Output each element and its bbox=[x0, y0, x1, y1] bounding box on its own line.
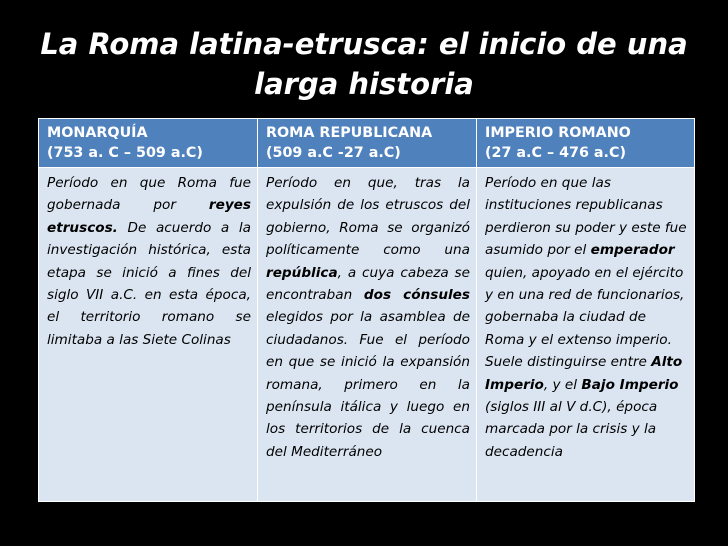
slide-title: La Roma latina-etrusca: el inicio de una larga historia bbox=[40, 27, 688, 101]
description-text: quien, apoyado en el ejército y en una red de funcionarios, gobernaba la ciudad de Roma y el extenso imperio. Suele distinguirse entre bbox=[485, 264, 685, 371]
header-cell-monarquia bbox=[39, 119, 258, 168]
description-text: Período en que las instituciones republicanas perdieron su poder y este fue asumido por el bbox=[485, 175, 687, 259]
description-text: Período en que, tras la expulsión de los etruscos del gobierno, Roma se organizó políticamente como una bbox=[266, 175, 470, 259]
period-dates: (27 a.C – 476 a.C) bbox=[485, 145, 627, 161]
period-dates: (509 a.C -27 a.C) bbox=[266, 145, 401, 161]
description-highlight: reyes etruscos. bbox=[47, 197, 251, 236]
period-dates: (753 a. C – 509 a.C) bbox=[47, 145, 203, 161]
description-cell-imperio bbox=[477, 168, 695, 502]
description-text: Período en que Roma fue gobernada por bbox=[47, 175, 251, 214]
period-name: IMPERIO ROMANO bbox=[485, 125, 631, 141]
description-highlight: Bajo Imperio bbox=[581, 376, 679, 393]
table-header-row bbox=[39, 119, 695, 168]
description-highlight: república bbox=[266, 264, 338, 281]
description-highlight: Alto Imperio bbox=[485, 354, 683, 393]
period-name: MONARQUÍA bbox=[47, 125, 148, 141]
header-cell-imperio bbox=[477, 119, 695, 168]
description-text: , a cuya cabeza se encontraban bbox=[266, 264, 470, 304]
description-highlight: emperador bbox=[590, 242, 675, 259]
table-body-row bbox=[39, 168, 695, 502]
description-text: elegidos por la asamblea de ciudadanos. Fue el período en que se inició la expansión romana, primero en la península itálica y luego en los territorios de la cuenca del Mediterráneo bbox=[266, 309, 470, 460]
description-text: , y el bbox=[543, 376, 582, 393]
description-text: De acuerdo a la investigación histórica, esta etapa se inició a fines del siglo VII a.C. en esta época, el territorio romano se limitaba a las Siete Colinas bbox=[47, 219, 251, 348]
period-name: ROMA REPUBLICANA bbox=[266, 125, 433, 141]
description-cell-republica bbox=[258, 168, 477, 502]
header-cell-republica bbox=[258, 119, 477, 168]
description-text: (siglos III al V d.C), época marcada por la crisis y la decadencia bbox=[485, 399, 658, 460]
history-periods-table bbox=[38, 118, 695, 502]
description-cell-monarquia bbox=[39, 168, 258, 502]
description-highlight: dos cónsules bbox=[363, 287, 470, 304]
